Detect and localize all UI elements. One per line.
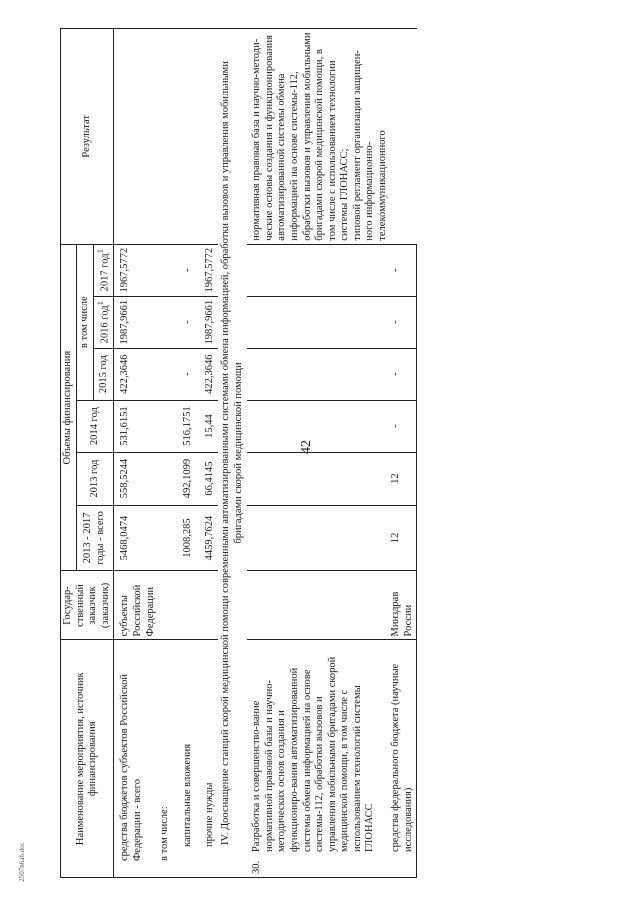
other-2017: 1967,5772: [195, 244, 218, 296]
table-row: [158, 29, 173, 878]
section-iv-title: IV. Дооснащение станций скорой медицинской помощи современными автоматизированными системами обмена информацией, обработки вызовов и управления мобильными бригадами скорой медицинской помощи: [218, 29, 247, 878]
regional-total: 5468,0474: [114, 505, 158, 571]
incl-label: в том числе:: [158, 640, 173, 878]
capital-2017: -: [173, 244, 196, 296]
header-2017: [94, 244, 114, 296]
capital-2016: -: [173, 296, 196, 348]
page-number: 42: [299, 440, 314, 454]
regional-2016: 1987,9661: [114, 296, 158, 348]
header-2016-label: 2016 год: [99, 305, 111, 344]
header-name: Наименование мероприятия, источник финансирования: [61, 640, 114, 878]
federal-2016: -: [378, 296, 417, 348]
regional-2014: 531,6151: [114, 400, 158, 452]
other-2015: 422,3646: [195, 348, 218, 400]
federal-total: 12: [378, 505, 417, 571]
other-total: 4459,7624: [195, 505, 218, 571]
header-2016-sup: 1: [95, 301, 106, 306]
federal-2014: -: [378, 400, 417, 452]
regional-customer: субъекты Российской Федерации: [114, 571, 158, 640]
rotated-content: [60, 28, 580, 878]
header-customer: Государ-ственный заказчик (заказчик): [61, 571, 114, 640]
regional-2017: 1967,5772: [114, 244, 158, 296]
regional-name: средства бюджетов субъектов Российской Федерации - всего: [114, 640, 158, 878]
header-2016: [94, 296, 114, 348]
item30-result-2: типовой регламент организации защищен-ного информационно-телекоммуникационного: [351, 50, 389, 241]
header-2013: 2013 год: [76, 452, 114, 505]
federal-2013: 12: [378, 452, 417, 505]
federal-name: средства федерального бюджета (научные исследования): [390, 663, 414, 852]
table-row: [114, 29, 158, 878]
header-2017-sup: 1: [95, 249, 106, 254]
other-2016: 1987,9661: [195, 296, 218, 348]
item30-number: 30.: [251, 860, 263, 874]
regional-result: [114, 29, 158, 245]
regional-2013: 558,5244: [114, 452, 158, 505]
header-2015: 2015 год: [94, 348, 114, 400]
capital-2013: 492,1099: [173, 452, 196, 505]
federal-name-cell: [378, 640, 417, 878]
header-result: Результат: [61, 29, 114, 245]
item30-result-cell: [247, 29, 417, 245]
capital-2014: 516,1751: [173, 400, 196, 452]
federal-2015: -: [378, 348, 417, 400]
other-2014: 15,44: [195, 400, 218, 452]
header-volume: Объемы финансирования: [61, 244, 77, 571]
header-incl: в том числе: [76, 244, 94, 400]
footer-filename: 2507n6ab.doc: [18, 842, 26, 882]
table-row: [247, 29, 378, 878]
federal-2017: -: [378, 244, 417, 296]
table-row: [195, 29, 218, 878]
header-2017-label: 2017 год: [99, 253, 111, 292]
capital-total: 1008,285: [173, 505, 196, 571]
table-row: [173, 29, 196, 878]
header-total: 2013 - 2017 годы - всего: [76, 505, 114, 571]
other-name: прочие нужды: [195, 640, 218, 878]
regional-2015: 422,3646: [114, 348, 158, 400]
item30-name: Разработка и совершенство-вание нормативной правовой базы и научно-методических основ создания и функциониро-вания автоматизированной системы обмена информацией на основе системы-112, обработки вызовов и управления мобильными бригадами скорой медицинской помощи, в том числе с использованием технологий системы ГЛОНАСС: [251, 656, 376, 852]
financing-table: [60, 28, 417, 878]
section-row: [218, 29, 247, 878]
capital-2015: -: [173, 348, 196, 400]
capital-name: капитальные вложения: [173, 640, 196, 878]
item30-result: нормативная правовая база и научно-методи-ческие основы создания и функционирования автоматизированной системы обмена информацией на основе системы-112, обработки вызовов и управления мобильными бригадами скорой медицинской помощи, в том числе с использованием технологии системы ГЛОНАСС;: [251, 32, 351, 241]
federal-customer: Минздрав России: [378, 571, 417, 640]
item30-name-cell: [247, 640, 378, 878]
other-2013: 66,4145: [195, 452, 218, 505]
header-2014: 2014 год: [76, 400, 114, 452]
